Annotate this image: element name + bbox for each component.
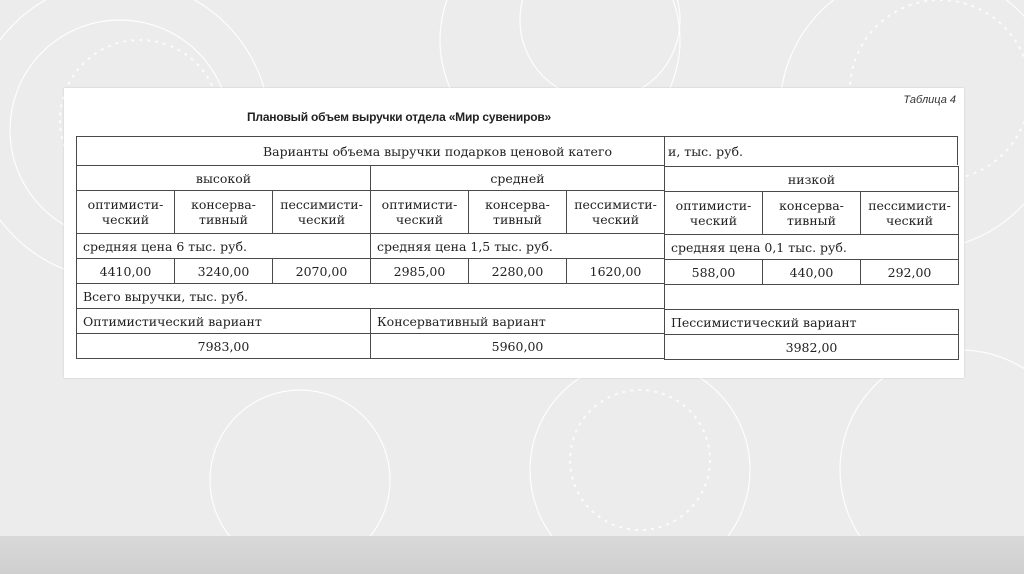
total-conservative-value: 5960,00 [371, 334, 665, 359]
variant-optimistic-high: оптимисти- ческий [77, 191, 175, 234]
value-cell: 588,00 [665, 260, 763, 285]
bottom-band [0, 536, 1024, 574]
main-header-cont-text: и, тыс. руб. [668, 144, 743, 159]
variant-optimistic-low: оптимисти- ческий [665, 192, 763, 235]
revenue-table-right [664, 166, 959, 360]
total-label: Всего выручки, тыс. руб. [77, 284, 665, 309]
main-header-text: Варианты объема выручки подарков ценовой катего [262, 143, 613, 159]
value-cell: 2280,00 [469, 259, 567, 284]
value-cell: 292,00 [861, 260, 959, 285]
category-high: высокой [77, 166, 371, 191]
variant-conservative-medium: консерва- тивный [469, 191, 567, 234]
avg-price-high: средняя цена 6 тыс. руб. [77, 234, 371, 259]
value-cell: 440,00 [763, 260, 861, 285]
avg-price-low: средняя цена 0,1 тыс. руб. [665, 235, 959, 260]
variant-pessimistic-high: пессимисти- ческий [273, 191, 371, 234]
spacer-cell [665, 285, 959, 310]
total-pessimistic-label: Пессимистический вариант [665, 310, 959, 335]
value-cell: 2985,00 [371, 259, 469, 284]
variant-conservative-high: консерва- тивный [175, 191, 273, 234]
table-caption: Таблица 4 [903, 94, 956, 106]
table-main-header [77, 137, 665, 166]
variant-optimistic-medium: оптимисти- ческий [371, 191, 469, 234]
total-optimistic-label: Оптимистический вариант [77, 309, 371, 334]
category-medium: средней [371, 166, 665, 191]
document-sheet [64, 88, 964, 378]
value-cell: 4410,00 [77, 259, 175, 284]
value-cell: 3240,00 [175, 259, 273, 284]
variant-pessimistic-low: пессимисти- ческий [861, 192, 959, 235]
total-conservative-label: Консервативный вариант [371, 309, 665, 334]
document-title: Плановый объем выручки отдела «Мир сувениров» [246, 110, 551, 124]
value-cell: 1620,00 [567, 259, 665, 284]
variant-conservative-low: консерва- тивный [763, 192, 861, 235]
category-low: низкой [665, 167, 959, 192]
main-header-continuation [664, 136, 958, 165]
value-cell: 2070,00 [273, 259, 371, 284]
total-pessimistic-value: 3982,00 [665, 335, 959, 360]
total-optimistic-value: 7983,00 [77, 334, 371, 359]
revenue-table-left [76, 136, 665, 359]
variant-pessimistic-medium: пессимисти- ческий [567, 191, 665, 234]
avg-price-medium: средняя цена 1,5 тыс. руб. [371, 234, 665, 259]
